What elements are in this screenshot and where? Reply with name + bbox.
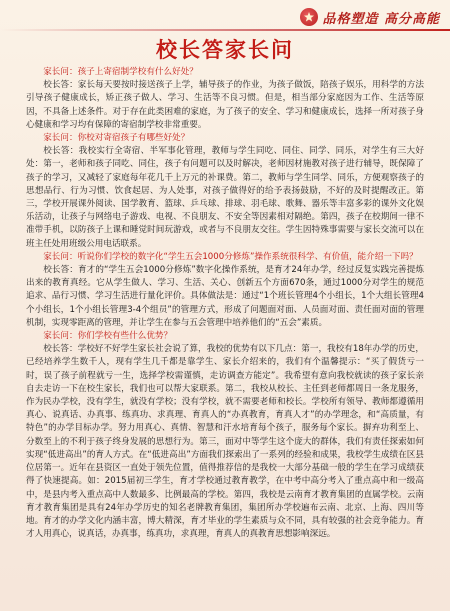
question-3: 家长问：听说你们学校的数字化“学生五会1000分修炼”操作系统很科学、有价值，能介绍一下吗？ xyxy=(43,251,418,262)
header-slogan-bar xyxy=(300,6,440,28)
question-2: 家长问：你校对寄宿孩子有哪些好处？ xyxy=(43,133,190,144)
question-1: 家长问：孩子上寄宿制学校有什么好处？ xyxy=(43,67,198,77)
school-emblem-icon xyxy=(300,8,318,26)
page-title: 校长答家长问 xyxy=(156,37,294,62)
answer-1: 校长答：家长每天要按时接送孩子上学，辅导孩子的作业，为孩子做饭，陪孩子娱乐，用科学的方法引导孩子健康成长，矫正孩子做人、学习、生活等不良习惯。但是，相当部分家庭因为工作、生活等原因，不具备上述条件。对于存在此类困难的家庭，为了孩子的安全、学习和健康成长，选择一所对孩子身心健康和学习均有保障的寄宿制学校非常重要。 xyxy=(26,80,424,130)
qa-content xyxy=(26,66,424,541)
answer-2: 校长答：我校实行全寄宿、半军事化管理，教师与学生同吃、同住、同学、同乐，对学生有三大好处：第一，老师和孩子同吃、同住，孩子有问题可以及时解决，老师因材施教对孩子进行辅导，既保障了孩子的学习，又减轻了家庭每年花几千上万元的补课费。第二，教师与学生同学、同乐，方便观察孩子的思想品行、行为习惯、饮食起居、为人处事，对孩子做得好的给予表扬鼓励，不好的及时提醒改正。第三，学校开展课外阅读、国学教育、篮球、乒乓球、排球、羽毛球、歌舞、器乐等丰富多彩的课外文化娱乐活动，让孩子与网络电子游戏、电视、不良朋友、不安全等因素相对隔绝。第四，孩子在校期间一律不准带手机，以防孩子上课和睡觉时间玩游戏，或者与不良朋友交往。学生因特殊事需要与家长交流可以在班主任处用班级公用电话联系。 xyxy=(26,146,424,249)
header-divider xyxy=(0,29,450,31)
answer-3: 校长答：育才的“学生五会1000分修炼”数字化操作系统，是育才24年办学，经过反复实践完善提炼出来的教育真经。它从学生做人、学习、生活、关心、创新五个方面670条，通过1000分对学生的规范追求、品行习惯、学习生活进行量化评价。具体做法是：通过“1个班长管理4个小组长，1个大组长管理4个小组长，1个小组长管理3-4个组员”的管理方式，形成了问题面对面、人员面对面、责任面对面的管理机制，实现零距离的管理，并让学生在参与五会管理中培养他们的“五会”素质。 xyxy=(26,265,424,328)
school-slogan: 品格塑造 高分高能 xyxy=(322,11,440,27)
question-4: 家长问：你们学校有些什么优势？ xyxy=(43,331,173,342)
answer-4: 校长答：学校好不好学生家长社会说了算，我校的优势有以下几点：第一，我校有18年办学的历史，已经培养学生数千人，现有学生几千都是靠学生、家长介绍来的，我们有个温馨提示：“买了假货亏一时，误了孩子前程就亏一生，选择学校需谨慎，走访调查方能定”。我希望有意向我校就读的孩子家长亲自去走访一下在校生家长，我们也可以帮大家联系。第二，我校从校长、主任到老师都周日一条龙服务，作为民办学校，没有学生，就没有学校；没有学校，就不需要老师和校长。学校所有领导、教师都遵循用真心、说真话、办真事、练真功、求真理、育真人的“办真教育，育真人才”的办学理念，和“高质量，有特色”的办学目标办学。努力用真心、真情、智慧和汗水培育每个孩子，服务每个家长。摒弃功利至上、分数至上的不利于孩子终身发展的思想行为。第三，面对中等学生这个庞大的群体，我们有责任探索如何实现“低进高出”的育人方式。在“低进高出”方面我们探索出了一系列的经验和成果，我校学生成绩在区县位居第一。近年在县资区一直处于领先位置，值得推荐信的是我校一大部分基础一般的学生在学习成绩获得了快速提高。如：2015届初三学生，育才学校通过教育教学，在中考中高分考入了重点高中和一级高中，是县内考入重点高中人数最多、比例最高的学校。第四，我校是云南育才教育集团的直属学校。云南育才教育集团是具有24年办学历史的知名老牌教育集团，集团所办学校遍布云南、北京、上海、四川等地。育才的办学文化内涵丰富，博大精深，育才毕业的学生素质与众不同，具有较强的社会竞争能力。育才人用真心，说真话，办真事，练真功，求真理，育真人的真教育思想影响深远。 xyxy=(26,344,424,540)
